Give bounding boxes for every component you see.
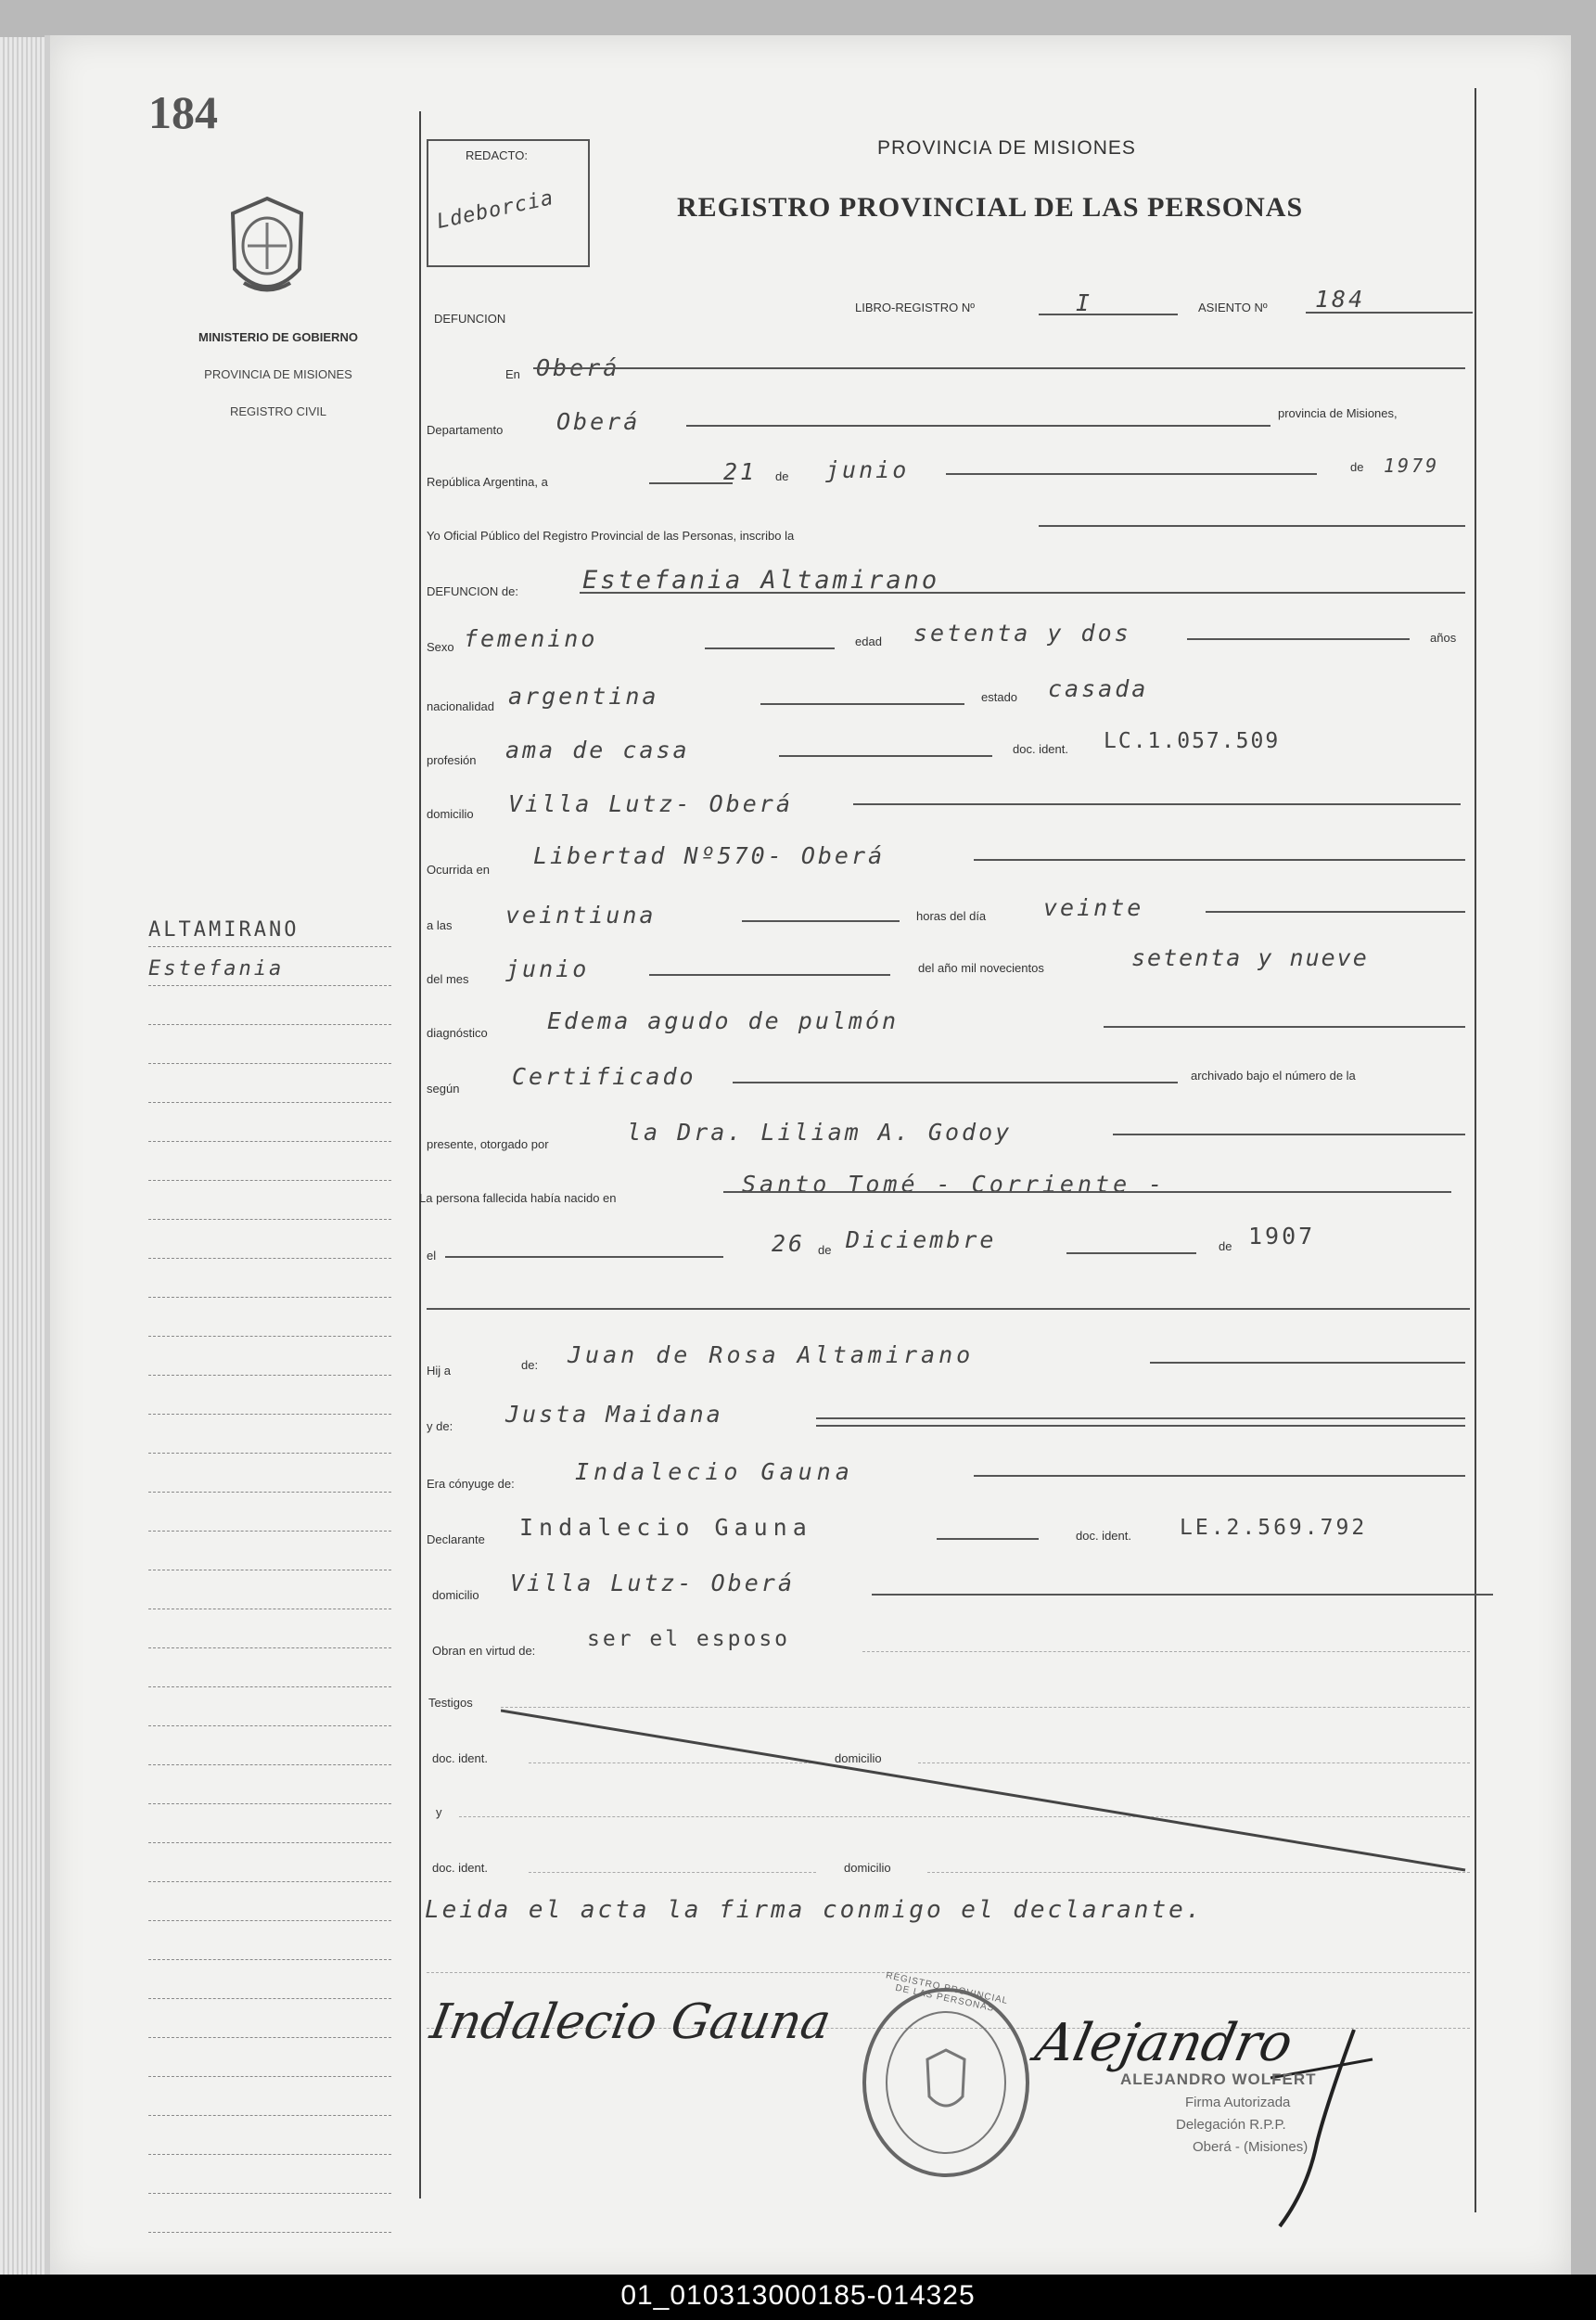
province-label-left: PROVINCIA DE MISIONES: [204, 367, 352, 381]
margin-line: [148, 2193, 391, 2194]
republica-label: República Argentina, a: [427, 475, 548, 489]
fill-line: [816, 1417, 1465, 1419]
el-label: el: [427, 1249, 437, 1263]
profesion-label: profesión: [427, 753, 477, 767]
margin-line: [148, 2154, 391, 2155]
diagnostico-value: Edema agudo de pulmón: [547, 1007, 900, 1034]
de-label: de: [1350, 460, 1364, 474]
margin-line: [148, 1258, 391, 1259]
margin-note-surname: ALTAMIRANO: [148, 918, 300, 942]
fill-line: [937, 1538, 1039, 1540]
asiento-value: 184: [1315, 286, 1366, 313]
doc2-label: doc. ident.: [1076, 1529, 1131, 1543]
margin-line: [148, 2232, 391, 2233]
domicilio-label: domicilio: [427, 807, 474, 821]
alas-label: a las: [427, 918, 453, 932]
left-form-border: [419, 111, 421, 2198]
margin-note-name: Estefania: [148, 957, 285, 981]
margin-line: [148, 1842, 391, 1843]
libro-label: LIBRO-REGISTRO Nº: [855, 301, 975, 314]
fill-line: [686, 425, 1270, 427]
margin-line: [148, 985, 391, 986]
fill-line: [445, 1256, 723, 1258]
folio-number: 184: [148, 86, 218, 138]
estado-value: casada: [1048, 675, 1149, 702]
margin-line: [148, 1453, 391, 1454]
fill-line: [1039, 314, 1178, 315]
margin-line: [148, 1959, 391, 1960]
margin-line: [148, 1141, 391, 1142]
testigos-label: Testigos: [428, 1696, 473, 1710]
domicilio2-label: domicilio: [432, 1588, 479, 1602]
fill-line: [1066, 1252, 1196, 1254]
registry-title: REGISTRO PROVINCIAL DE LAS PERSONAS: [677, 192, 1304, 223]
oficial-text: Yo Oficial Público del Registro Provincial de las Personas, inscribo la: [427, 529, 795, 543]
fill-line: [946, 473, 1317, 475]
fill-line: [1187, 638, 1410, 640]
fill-line: [742, 920, 900, 922]
right-form-border: [1475, 88, 1476, 2212]
declarante-label: Declarante: [427, 1532, 485, 1546]
fill-line: [853, 803, 1461, 805]
anios-label: años: [1430, 631, 1457, 645]
domicilio-value: Villa Lutz- Oberá: [508, 790, 793, 817]
death-month: junio: [825, 456, 910, 483]
delanio-value: setenta y nueve: [1131, 944, 1369, 971]
fill-line: [974, 1475, 1465, 1477]
horas-label: horas del día: [916, 909, 987, 923]
fill-line: [705, 647, 835, 649]
delmes-label: del mes: [427, 972, 469, 986]
fill-line: [816, 1425, 1465, 1427]
fill-line: [733, 1082, 1178, 1083]
fill-line: [723, 1191, 1451, 1193]
spouse-name: Indalecio Gauna: [575, 1458, 854, 1485]
edad-label: edad: [855, 634, 882, 648]
margin-line: [148, 1492, 391, 1493]
birth-year: 1907: [1248, 1223, 1316, 1250]
departamento-value: Oberá: [556, 408, 641, 435]
margin-line: [148, 2076, 391, 2077]
en-label: En: [505, 367, 520, 381]
fill-line: [1206, 911, 1465, 913]
province-heading: PROVINCIA DE MISIONES: [877, 137, 1136, 159]
margin-line: [148, 1725, 391, 1726]
presente-value: la Dra. Liliam A. Godoy: [627, 1119, 1013, 1146]
margin-line: [148, 1531, 391, 1532]
redacto-value: Ldeborcia: [434, 186, 556, 235]
presente-label: presente, otorgado por: [427, 1137, 549, 1151]
margin-line: [148, 1297, 391, 1298]
fill-line: [974, 859, 1465, 861]
nacionalidad-label: nacionalidad: [427, 699, 495, 713]
father-name: Juan de Rosa Altamirano: [568, 1341, 975, 1368]
fill-line: [1150, 1362, 1465, 1364]
doc-label: doc. ident.: [1013, 742, 1068, 756]
margin-line: [148, 1647, 391, 1648]
coat-of-arms-icon: [227, 195, 307, 306]
fill-line: [1039, 525, 1465, 527]
departamento-label: Departamento: [427, 423, 504, 437]
ocurrida-label: Ocurrida en: [427, 863, 490, 877]
redacto-label: REDACTO:: [466, 148, 528, 162]
testigo-dom-label: domicilio: [835, 1751, 882, 1765]
doc2-value: LE.2.569.792: [1180, 1516, 1368, 1540]
margin-line: [148, 946, 391, 947]
redacto-box: [427, 139, 590, 267]
fill-line: [649, 974, 890, 976]
margin-line: [148, 1219, 391, 1220]
nacido-value: Santo Tomé - Corriente -: [742, 1171, 1167, 1198]
ocurrida-value: Libertad Nº570- Oberá: [533, 842, 886, 869]
yde-label: y de:: [427, 1419, 453, 1433]
margin-line: [148, 1375, 391, 1376]
fill-line: [779, 755, 992, 757]
margin-line: [148, 1336, 391, 1337]
domicilio2-value: Villa Lutz- Oberá: [510, 1570, 795, 1596]
nacionalidad-value: argentina: [508, 683, 659, 710]
alas-value: veintiuna: [505, 902, 657, 929]
stamp-line-3: Delegación R.P.P.: [1176, 2117, 1286, 2133]
hija-label: Hij a: [427, 1364, 452, 1378]
margin-line: [148, 1881, 391, 1882]
closing-statement: Leida el acta la firma conmigo el declarante.: [425, 1896, 1204, 1924]
sexo-label: Sexo: [427, 640, 454, 654]
fill-line: [580, 592, 1465, 594]
archivado-label: archivado bajo el número de la: [1191, 1069, 1356, 1083]
margin-line: [148, 1414, 391, 1415]
doc-value: LC.1.057.509: [1104, 729, 1281, 753]
margin-line: [148, 1063, 391, 1064]
stamp-line-2: Firma Autorizada: [1185, 2095, 1291, 2110]
deceased-name: Estefania Altamirano: [582, 566, 940, 595]
fill-line: [862, 1651, 1470, 1652]
act-type-label: DEFUNCION: [434, 312, 506, 326]
margin-line: [148, 1998, 391, 1999]
conyuge-label: Era cónyuge de:: [427, 1477, 515, 1491]
footer-file-id: 01_010313000185-014325: [620, 2280, 976, 2311]
margin-line: [148, 2037, 391, 2038]
fill-line: [533, 367, 1465, 369]
testigo-dom2-label: domicilio: [844, 1861, 891, 1875]
seal-text: REGISTRO PROVINCIAL DE LAS PERSONAS: [885, 1970, 1010, 2015]
fill-line: [427, 1308, 1470, 1310]
official-signature: Alejandro: [1030, 2013, 1298, 2073]
estado-label: estado: [981, 690, 1018, 704]
margin-line: [148, 2115, 391, 2116]
asiento-label: ASIENTO Nº: [1198, 301, 1268, 314]
fill-line: [1306, 312, 1473, 314]
margin-line: [148, 1180, 391, 1181]
footer-bar: [0, 2275, 1596, 2320]
de-label: de: [818, 1243, 832, 1257]
hija-de-label: de:: [521, 1358, 539, 1372]
declarante-signature: Indalecio Gauna: [426, 1994, 836, 2050]
defuncion-label: DEFUNCION de:: [427, 584, 518, 598]
delmes-value: junio: [505, 955, 590, 982]
death-day: 21: [723, 458, 758, 485]
obran-value: ser el esposo: [587, 1627, 791, 1651]
margin-line: [148, 1024, 391, 1025]
fill-line: [872, 1594, 1493, 1596]
de-label: de: [775, 469, 789, 483]
margin-line: [148, 1803, 391, 1804]
fill-line: [649, 482, 733, 484]
testigo-doc-label: doc. ident.: [432, 1751, 488, 1765]
en-value: Oberá: [536, 354, 620, 381]
margin-line: [148, 1764, 391, 1765]
fill-line: [1104, 1026, 1465, 1028]
fill-line: [760, 703, 964, 705]
sexo-value: femenino: [464, 625, 598, 652]
de-label: de: [1219, 1239, 1232, 1253]
official-stamp-name: ALEJANDRO WOLFERT: [1120, 2070, 1317, 2088]
margin-line: [148, 1686, 391, 1687]
margin-line: [148, 1920, 391, 1921]
birth-day: 26: [772, 1230, 806, 1257]
birth-month: Diciembre: [846, 1226, 997, 1253]
segun-value: Certificado: [512, 1063, 696, 1090]
delanio-label: del año mil novecientos: [918, 961, 1044, 975]
registry-label: REGISTRO CIVIL: [229, 404, 327, 418]
ministry-label: MINISTERIO DE GOBIERNO: [198, 330, 358, 344]
segun-label: según: [427, 1082, 460, 1096]
nacido-label: La persona fallecida había nacido en: [419, 1191, 617, 1205]
death-year: 1979: [1384, 455, 1440, 477]
fill-line: [427, 1972, 1470, 1973]
diagnostico-label: diagnóstico: [427, 1026, 488, 1040]
testigo-doc2-label: doc. ident.: [432, 1861, 488, 1875]
horas-value: veinte: [1043, 894, 1144, 921]
provincia-suffix: provincia de Misiones,: [1278, 406, 1398, 420]
edad-value: setenta y dos: [913, 620, 1131, 647]
libro-value: I: [1076, 289, 1093, 316]
testigo-y-label: y: [436, 1805, 442, 1819]
stamp-line-4: Oberá - (Misiones): [1193, 2139, 1309, 2155]
margin-line: [148, 1102, 391, 1103]
fill-line: [1113, 1134, 1465, 1135]
profesion-value: ama de casa: [505, 737, 690, 763]
declarante-value: Indalecio Gauna: [519, 1514, 812, 1541]
testigos-cancel-line: [501, 1707, 1475, 1874]
mother-name: Justa Maidana: [505, 1401, 723, 1428]
obran-label: Obran en virtud de:: [432, 1644, 536, 1658]
